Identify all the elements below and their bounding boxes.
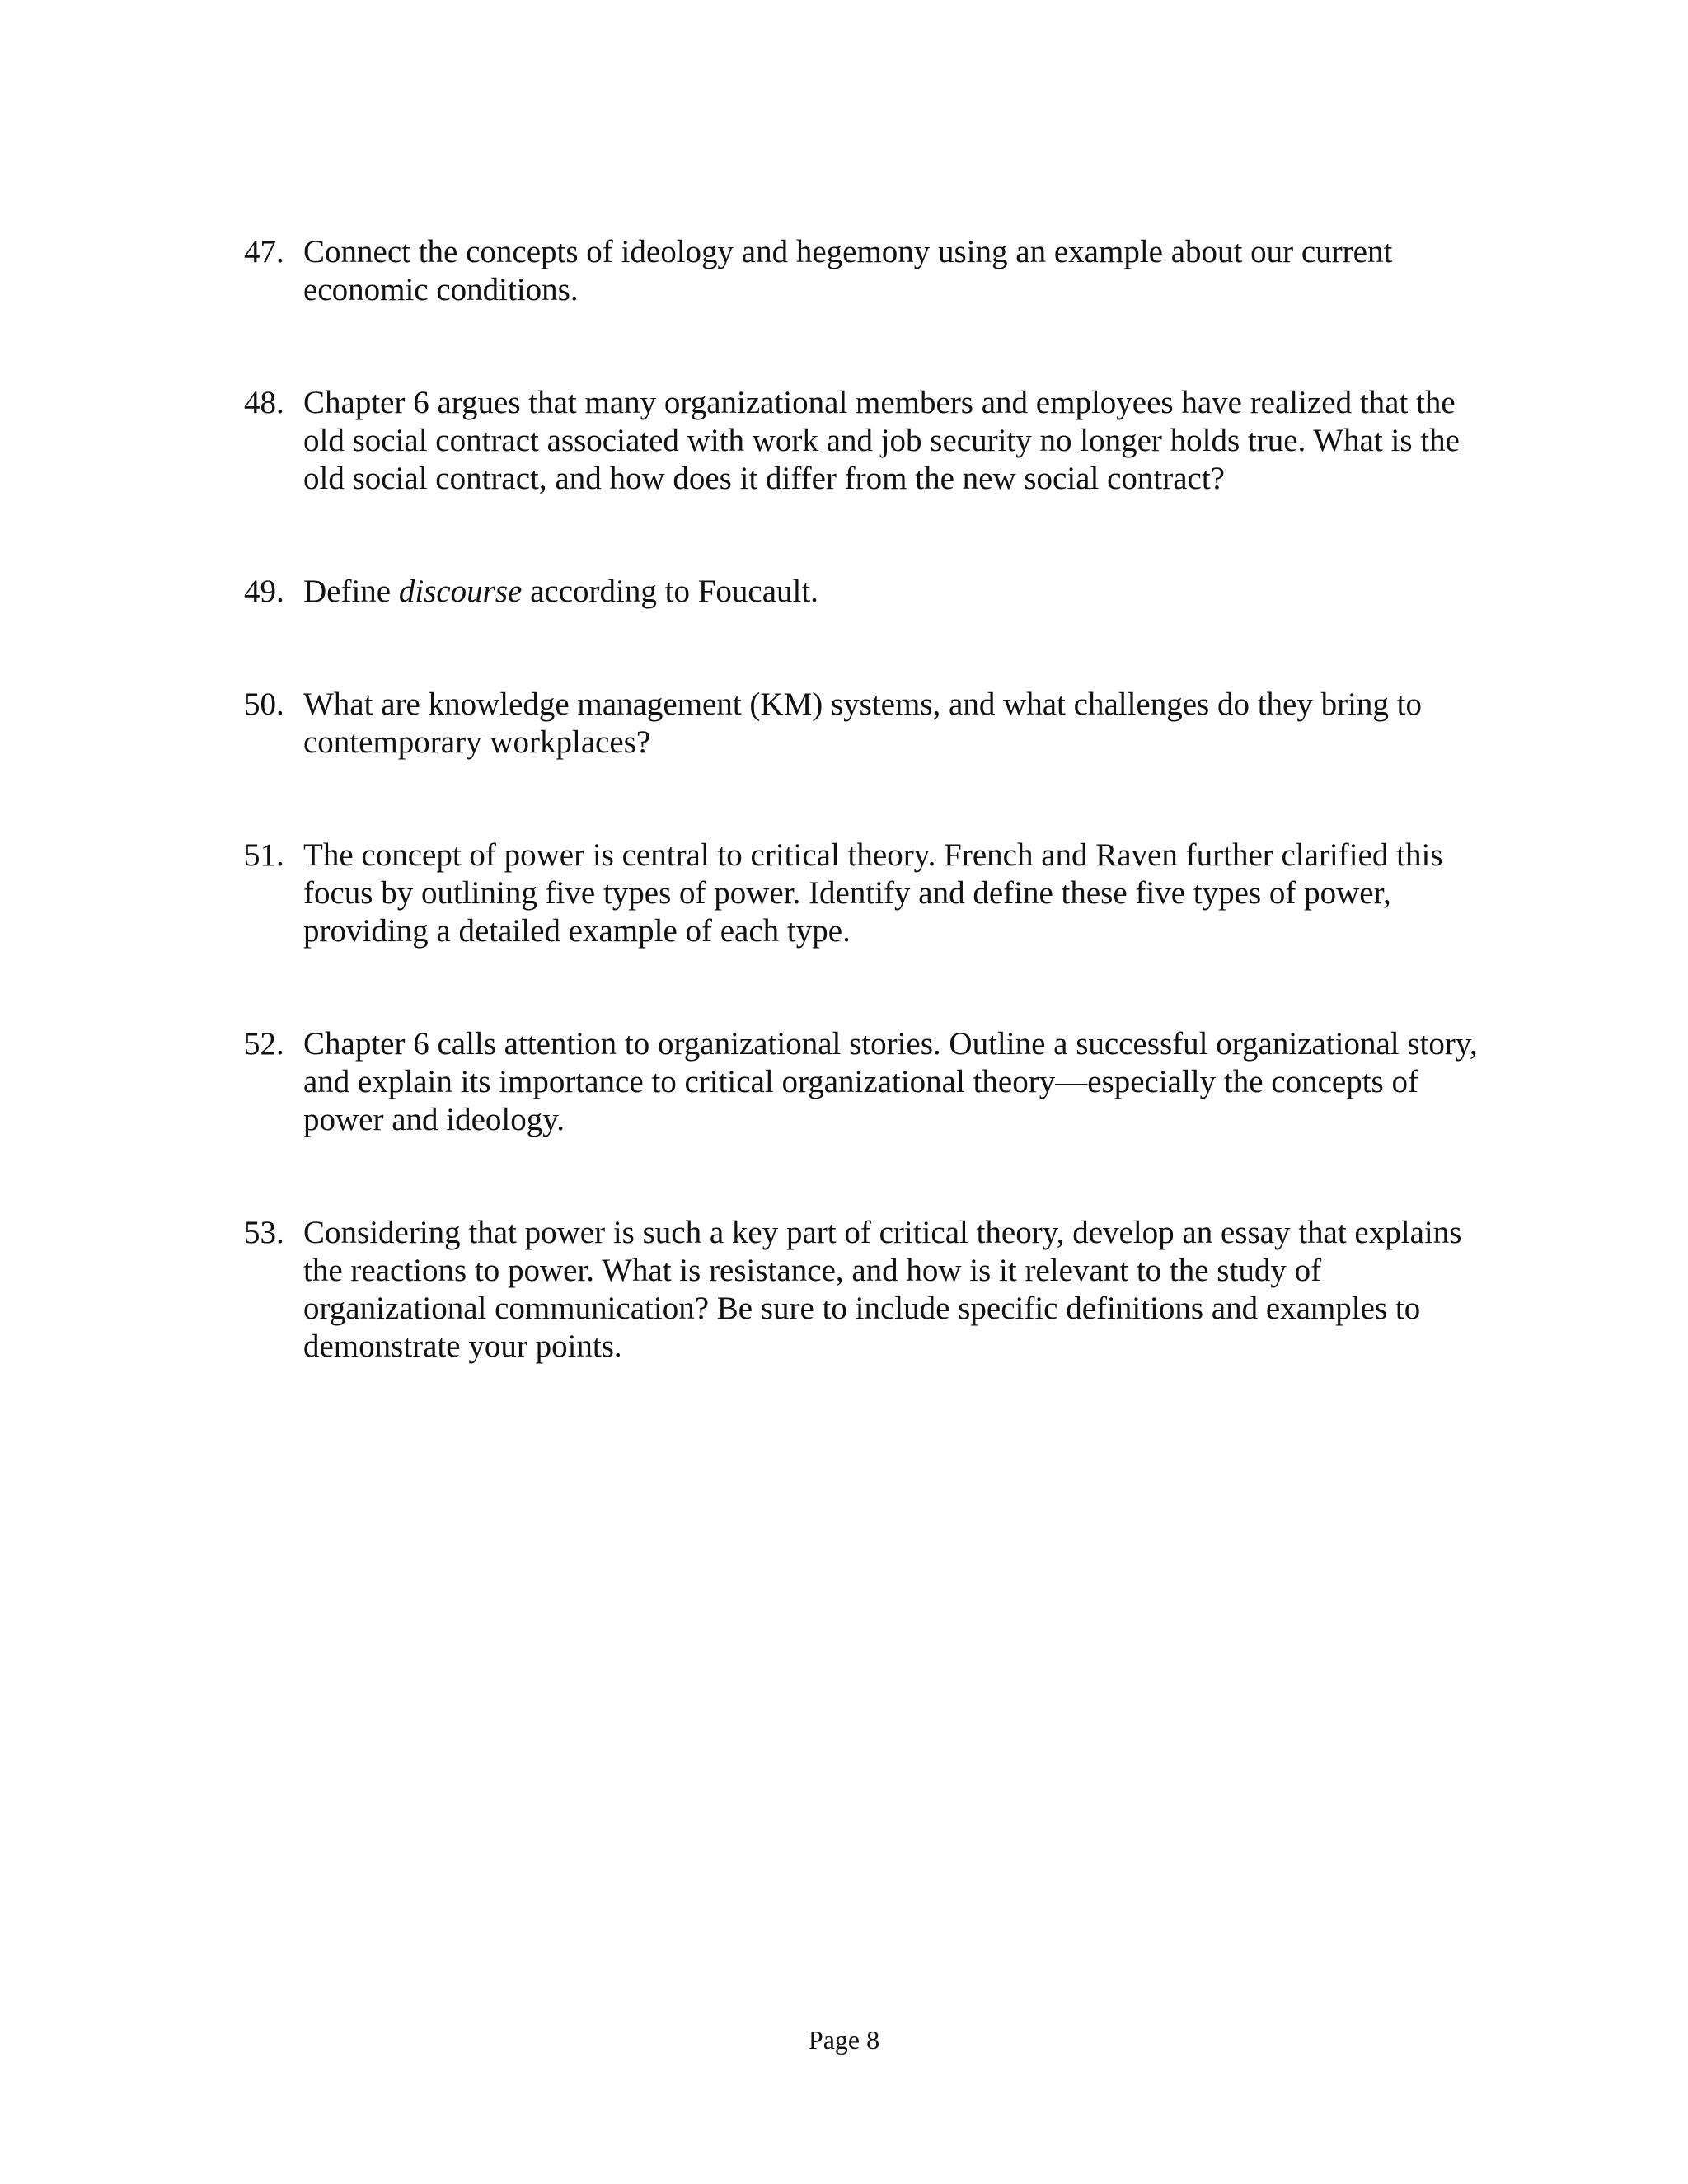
- question-number: 47.: [244, 234, 284, 269]
- page-footer: [0, 2023, 1688, 2056]
- question-text: [303, 574, 818, 609]
- question-text: What are knowledge management (KM) systems, and what challenges do they bring to contemporary workplaces?: [303, 687, 1423, 760]
- question-number: 48.: [244, 385, 284, 420]
- question-item-48: [244, 384, 1497, 498]
- question-list: [244, 233, 1497, 1441]
- question-number: 49.: [244, 574, 284, 609]
- question-item-53: [244, 1214, 1497, 1366]
- page-number: Page 8: [808, 2025, 880, 2055]
- question-item-50: [244, 686, 1497, 762]
- question-number: 50.: [244, 687, 284, 722]
- question-item-47: [244, 233, 1497, 309]
- question-item-51: [244, 837, 1497, 950]
- question-item-52: [244, 1025, 1497, 1139]
- question-text-italic: discourse: [398, 574, 523, 609]
- question-text-after: according to Foucault.: [522, 574, 818, 609]
- question-number: 51.: [244, 837, 284, 873]
- question-text: Chapter 6 calls attention to organizational stories. Outline a successful organizational story, and explain its importance to critical organizational theory—especially the concepts of power and ideology.: [303, 1026, 1478, 1137]
- question-item-49: [244, 573, 1497, 611]
- question-text: Considering that power is such a key part of critical theory, develop an essay that explains the reactions to power. What is resistance, and how is it relevant to the study of organizational communication? Be sure to include specific definitions and examples to demonstrate your points.: [303, 1215, 1462, 1364]
- question-text-before: Define: [303, 574, 399, 609]
- question-text: Connect the concepts of ideology and hegemony using an example about our current economic conditions.: [303, 234, 1393, 307]
- question-text: The concept of power is central to critical theory. French and Raven further clarified this focus by outlining five types of power. Identify and define these five types of power, providing a detailed example of each type.: [303, 837, 1443, 949]
- question-number: 53.: [244, 1215, 284, 1250]
- question-number: 52.: [244, 1026, 284, 1062]
- question-text: Chapter 6 argues that many organizational members and employees have realized that the old social contract associated with work and job security no longer holds true. What is the old social contract, and how does it differ from the new social contract?: [303, 385, 1460, 496]
